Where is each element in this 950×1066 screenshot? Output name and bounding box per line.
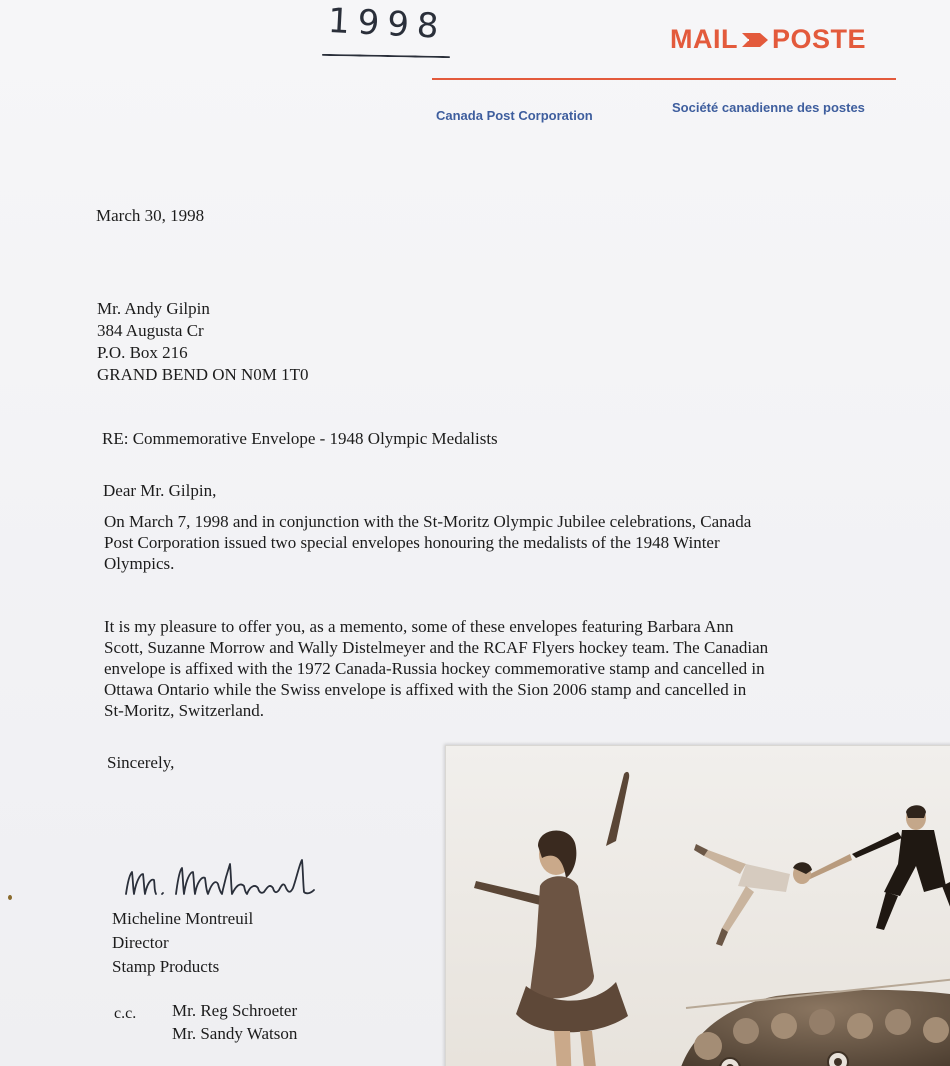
corp-name-english: Canada Post Corporation	[436, 108, 593, 123]
paragraph-line: Scott, Suzanne Morrow and Wally Distelmeyer and the RCAF Flyers hockey team. The Canadian	[104, 638, 769, 657]
recipient-city-line: GRAND BEND ON N0M 1T0	[97, 365, 309, 384]
subject-line: RE: Commemorative Envelope - 1948 Olympic Medalists	[102, 429, 498, 448]
recipient-street: 384 Augusta Cr	[97, 321, 204, 340]
paragraph-line: Olympics.	[104, 554, 175, 573]
logo-arrow-icon	[740, 30, 770, 50]
cc-label: c.c.	[114, 1005, 137, 1022]
logo-poste-text: POSTE	[771, 24, 867, 54]
handwritten-underline	[322, 54, 450, 58]
recipient-name: Mr. Andy Gilpin	[97, 299, 210, 318]
paper-speck	[8, 895, 12, 900]
cc-recipient: Mr. Sandy Watson	[172, 1024, 298, 1043]
logo-mail-text: MAIL	[670, 24, 738, 54]
letterhead-rule	[432, 78, 896, 80]
olympic-skaters-illustration	[446, 746, 950, 1066]
signer-name: Micheline Montreuil	[112, 909, 254, 928]
signer-title: Director	[112, 933, 169, 952]
paragraph-line: envelope is affixed with the 1972 Canada-Russia hockey commemorative stamp and cancelled in	[104, 659, 765, 678]
salutation: Dear Mr. Gilpin,	[103, 481, 217, 500]
paragraph-line: St-Moritz, Switzerland.	[104, 701, 265, 720]
signer-department: Stamp Products	[112, 957, 220, 976]
canada-post-logo	[670, 24, 866, 55]
cc-recipient: Mr. Reg Schroeter	[172, 1001, 298, 1020]
body-paragraph-2	[104, 616, 864, 721]
handwritten-signature	[118, 850, 338, 910]
recipient-po-box: P.O. Box 216	[97, 343, 188, 362]
closing: Sincerely,	[107, 753, 175, 772]
letter-date: March 30, 1998	[96, 206, 205, 225]
paragraph-line: Post Corporation issued two special envelopes honouring the medalists of the 1948 Winter	[104, 533, 720, 552]
handwritten-year-note: 1998	[327, 0, 448, 48]
body-paragraph-1	[104, 511, 864, 574]
corp-name-french: Société canadienne des postes	[672, 100, 865, 115]
paragraph-line: It is my pleasure to offer you, as a memento, some of these envelopes featuring Barbara Ann	[104, 617, 734, 636]
paragraph-line: On March 7, 1998 and in conjunction with the St-Moritz Olympic Jubilee celebrations, Canada	[104, 512, 752, 531]
commemorative-envelope-photo	[445, 745, 950, 1066]
paragraph-line: Ottawa Ontario while the Swiss envelope is affixed with the Sion 2006 stamp and cancelled in	[104, 680, 747, 699]
